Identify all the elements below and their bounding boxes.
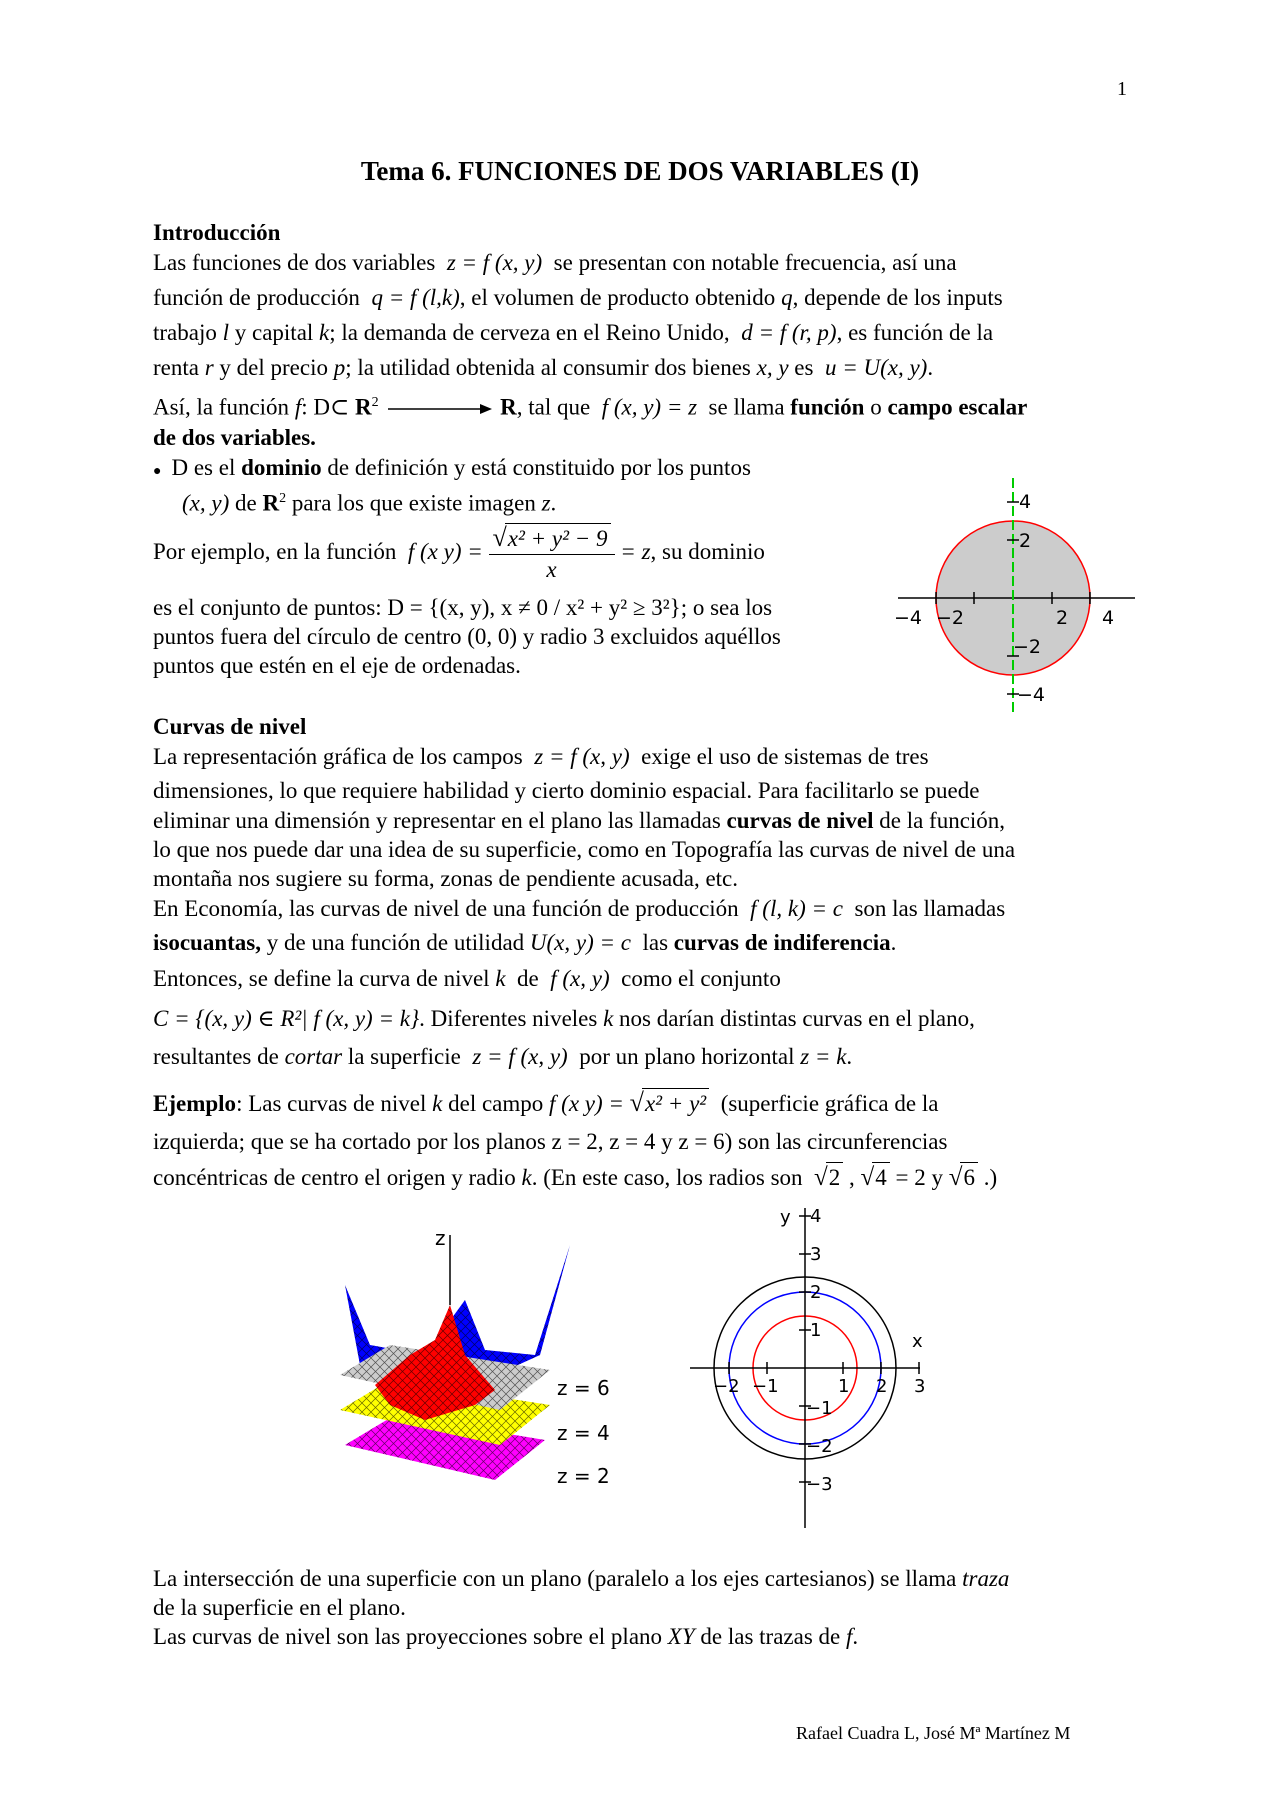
dominio-line-2: puntos fuera del círculo de centro (0, 0) y radio 3 excluidos aquéllos	[153, 624, 781, 649]
intro-line-3: trabajo l y capital k; la demanda de cerveza en el Reino Unido, d = f (r, p), es función de la	[153, 320, 994, 345]
footer-authors: Rafael Cuadra L, José Mª Martínez M	[796, 1723, 1071, 1743]
ytick-3: 3	[810, 1244, 822, 1265]
dominio-bullet-1: ● D es el dominio de definición y está constituido por los puntos	[153, 455, 751, 480]
ejemplo-line-2: izquierda; que se ha cortado por los planos z = 2, z = 4 y z = 6) son las circunferencias	[153, 1129, 948, 1154]
arrow-icon	[384, 402, 494, 416]
tick-y4: 4	[1019, 491, 1032, 513]
dominio-line-3: puntos que estén en el eje de ordenadas.	[153, 653, 521, 678]
ytick-2: 2	[810, 1282, 822, 1303]
ytick-m3: −3	[806, 1474, 833, 1495]
curvas-line-1: La representación gráfica de los campos z = f (x, y) exige el uso de sistemas de tres	[153, 744, 929, 769]
surface-z2-label: z = 2	[557, 1464, 610, 1488]
domain-fraction: $\frac{\text{√x² + y² − 9}}{x}$	[489, 523, 615, 585]
tick-xm4: −4	[894, 607, 923, 629]
tick-y2: 2	[1019, 530, 1032, 552]
curvas-line-7: isocuantas, y de una función de utilidad U(x, y) = c las curvas de indiferencia.	[153, 930, 897, 955]
intro-line-5: Así, la función f: D⊂ $R^2$ R, tal que f (x, y) = z se llama función o campo escalar	[153, 394, 1028, 420]
dominio-example-line: Por ejemplo, en la función f (x y) = $\frac{\text{√x² + y² − 9}}{x}$ = z, su dominio	[153, 522, 765, 585]
ytick-4: 4	[810, 1206, 822, 1227]
tick-ym2: −2	[1013, 636, 1042, 658]
xtick-3: 3	[914, 1376, 926, 1397]
intro-line-2: función de producción q = f (l,k), el volumen de producto obtenido q, depende de los inputs	[153, 285, 1003, 310]
tick-xm2: −2	[936, 607, 965, 629]
ytick-m2: −2	[806, 1436, 833, 1457]
page-title: Tema 6. FUNCIONES DE DOS VARIABLES (I)	[360, 156, 920, 186]
closing-line-2: de la superficie en el plano.	[153, 1595, 406, 1620]
curvas-line-8: Entonces, se define la curva de nivel k de f (x, y) como el conjunto	[153, 966, 781, 991]
surface-graph	[335, 1205, 635, 1495]
xtick-m2: −2	[713, 1376, 740, 1397]
curvas-line-2: dimensiones, lo que requiere habilidad y cierto dominio espacial. Para facilitarlo se puede	[153, 778, 980, 803]
curvas-line-6: En Economía, las curvas de nivel de una función de producción f (l, k) = c son las llamadas	[153, 896, 1006, 921]
xtick-m1: −1	[752, 1376, 779, 1397]
closing-line-3: Las curvas de nivel son las proyecciones sobre el plano XY de las trazas de f.	[153, 1624, 859, 1649]
surface-z-label: z	[435, 1226, 446, 1250]
tick-ym4: −4	[1017, 684, 1046, 706]
intro-line-1: Las funciones de dos variables z = f (x, y) se presentan con notable frecuencia, así una	[153, 250, 957, 275]
curvas-line-10: resultantes de cortar la superficie z = f (x, y) por un plano horizontal z = k.	[153, 1044, 853, 1069]
curvas-heading: Curvas de nivel	[153, 714, 307, 739]
ejemplo-line-1: Ejemplo: Las curvas de nivel k del campo f (x y) = √x² + y² (superficie gráfica de la	[153, 1088, 939, 1117]
intro-line-6: de dos variables.	[153, 425, 316, 450]
dominio-line-1: es el conjunto de puntos: D = {(x, y), x ≠ 0 / x² + y² ≥ 3²}; o sea los	[153, 595, 773, 620]
dominio-bullet-2: (x, y) de $R^2$ para los que existe imagen z.	[182, 490, 557, 516]
xtick-2: 2	[876, 1376, 888, 1397]
closing-line-1: La intersección de una superficie con un plano (paralelo a los ejes cartesianos) se llama traza	[153, 1566, 1010, 1591]
curvas-line-9: C = {(x, y) ∈ R²| f (x, y) = k}. Diferentes niveles k nos darían distintas curvas en el plano,	[153, 1006, 975, 1031]
contour-plot	[680, 1200, 960, 1530]
ytick-m1: −1	[806, 1398, 833, 1419]
xtick-1: 1	[838, 1376, 850, 1397]
surface-z4-label: z = 4	[557, 1421, 610, 1445]
ejemplo-line-3: concéntricas de centro el origen y radio k. (En este caso, los radios son √2 , √4 = 2 y √6 .)	[153, 1164, 998, 1191]
tick-x2: 2	[1056, 607, 1069, 629]
intro-heading: Introducción	[153, 220, 281, 245]
axis-y-label: y	[780, 1207, 791, 1228]
curvas-line-4: lo que nos puede dar una idea de su superficie, como en Topografía las curvas de nivel de una	[153, 837, 1016, 862]
intro-line-4: renta r y del precio p; la utilidad obtenida al consumir dos bienes x, y es u = U(x, y).	[153, 355, 934, 380]
surface-z6-label: z = 6	[557, 1376, 610, 1400]
curvas-line-5: montaña nos sugiere su forma, zonas de pendiente acusada, etc.	[153, 866, 739, 891]
domain-graph	[880, 470, 1140, 720]
axis-x-label: x	[912, 1331, 923, 1352]
tick-x4: 4	[1102, 607, 1115, 629]
page-number: 1	[1117, 78, 1127, 100]
ytick-1: 1	[810, 1320, 822, 1341]
curvas-line-3: eliminar una dimensión y representar en el plano las llamadas curvas de nivel de la función,	[153, 808, 1006, 833]
